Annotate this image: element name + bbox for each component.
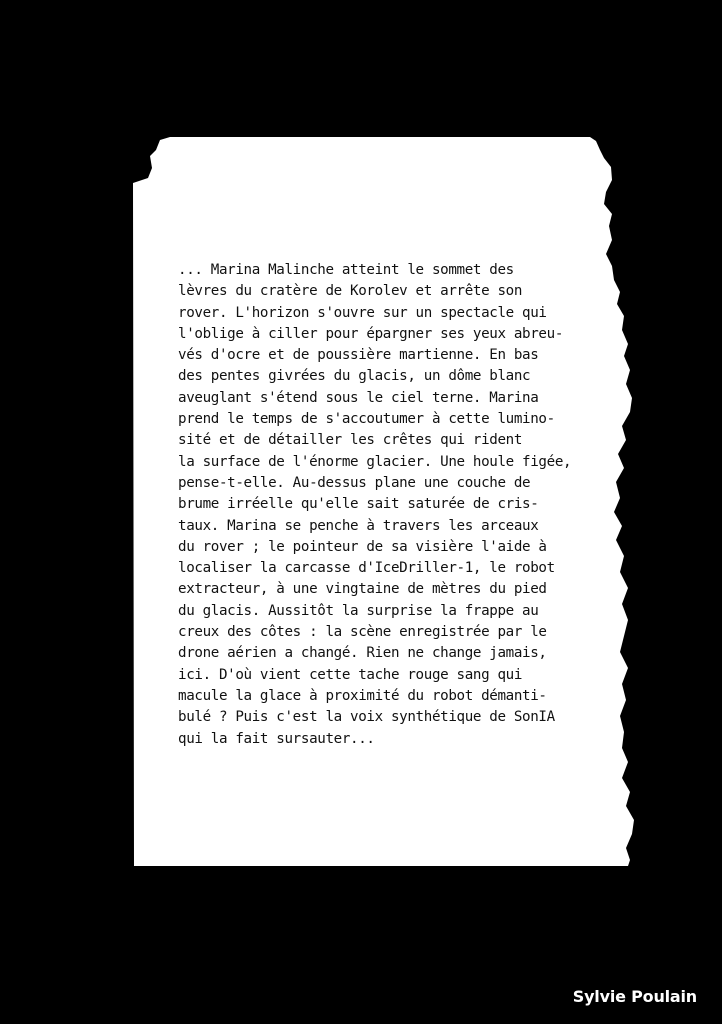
excerpt-line: aveuglant s'étend sous le ciel terne. Marina bbox=[178, 389, 539, 406]
excerpt-line: sité et de détailler les crêtes qui rident bbox=[178, 432, 523, 449]
excerpt-line: ici. D'où vient cette tache rouge sang qui bbox=[178, 666, 523, 683]
excerpt-line: la surface de l'énorme glacier. Une houle figée, bbox=[178, 453, 572, 470]
excerpt-line: creux des côtes : la scène enregistrée par le bbox=[178, 624, 547, 641]
excerpt-line: taux. Marina se penche à travers les arceaux bbox=[178, 517, 539, 534]
excerpt-line: l'oblige à ciller pour épargner ses yeux abreu- bbox=[178, 325, 564, 342]
excerpt-line: lèvres du cratère de Korolev et arrête son bbox=[178, 283, 523, 300]
excerpt-line: pense-t-elle. Au-dessus plane une couche de bbox=[178, 474, 531, 491]
excerpt-line: rover. L'horizon s'ouvre sur un spectacle qui bbox=[178, 304, 547, 321]
excerpt-line: brume irréelle qu'elle sait saturée de cris- bbox=[178, 496, 539, 513]
excerpt-line: macule la glace à proximité du robot démanti- bbox=[178, 687, 547, 704]
story-excerpt bbox=[178, 260, 598, 750]
excerpt-line: vés d'ocre et de poussière martienne. En bas bbox=[178, 347, 539, 364]
excerpt-line: extracteur, à une vingtaine de mètres du pied bbox=[178, 581, 547, 598]
excerpt-line: qui la fait sursauter... bbox=[178, 730, 375, 747]
excerpt-line: bulé ? Puis c'est la voix synthétique de SonIA bbox=[178, 709, 555, 726]
excerpt-line: drone aérien a changé. Rien ne change jamais, bbox=[178, 645, 547, 662]
excerpt-line: localiser la carcasse d'IceDriller-1, le robot bbox=[178, 560, 555, 577]
excerpt-line: prend le temps de s'accoutumer à cette lumino- bbox=[178, 411, 555, 428]
excerpt-line: du glacis. Aussitôt la surprise la frappe au bbox=[178, 602, 539, 619]
excerpt-line: des pentes givrées du glacis, un dôme blanc bbox=[178, 368, 531, 385]
author-name: Sylvie Poulain bbox=[572, 987, 697, 1006]
excerpt-line: du rover ; le pointeur de sa visière l'aide à bbox=[178, 538, 547, 555]
excerpt-line: ... Marina Malinche atteint le sommet des bbox=[178, 262, 514, 278]
